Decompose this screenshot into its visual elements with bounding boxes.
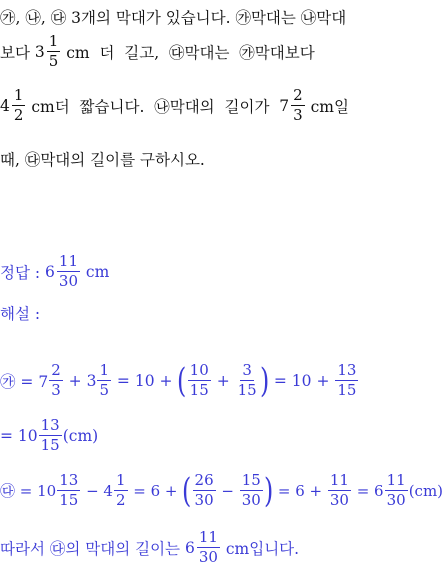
mixed-whole: 4 bbox=[0, 96, 10, 115]
denominator: 2 bbox=[115, 491, 126, 509]
numerator: 13 bbox=[337, 361, 357, 379]
mixed-whole: 6 bbox=[184, 538, 195, 557]
answer-unit: cm bbox=[81, 262, 110, 281]
denominator: 15 bbox=[40, 436, 60, 454]
fraction bbox=[188, 363, 211, 398]
problem-line-1 bbox=[0, 6, 346, 28]
equation-text: (cm) bbox=[62, 426, 99, 445]
numerator: 2 bbox=[51, 361, 61, 379]
fraction bbox=[12, 88, 26, 123]
problem-text: cm더 짧습니다. ㉯막대의 길이가 bbox=[26, 97, 280, 116]
problem-text: cm일 bbox=[305, 97, 349, 116]
numerator: 13 bbox=[40, 416, 60, 434]
fraction bbox=[385, 473, 408, 508]
numerator: 26 bbox=[194, 471, 214, 489]
fraction bbox=[197, 530, 220, 565]
problem-text: ㉮, ㉯, ㉰ 3개의 막대가 있습니다. ㉮막대는 ㉯막대 bbox=[0, 9, 347, 27]
explanation-text: 해설 : bbox=[0, 305, 41, 323]
equation-text: = 10 + bbox=[268, 371, 335, 390]
denominator: 5 bbox=[48, 52, 59, 70]
fraction bbox=[114, 473, 128, 508]
problem-text: 때, ㉰막대의 길이를 구하시오. bbox=[0, 151, 205, 169]
solution-line-3 bbox=[0, 470, 443, 511]
problem-line-2 bbox=[0, 34, 315, 69]
fraction bbox=[57, 473, 80, 508]
right-paren: ) bbox=[263, 470, 274, 511]
denominator: 30 bbox=[386, 491, 406, 509]
fraction bbox=[57, 254, 80, 289]
equation-text: + bbox=[211, 371, 235, 390]
problem-line-4 bbox=[0, 148, 205, 170]
denominator: 30 bbox=[194, 491, 214, 509]
denominator: 5 bbox=[99, 381, 109, 399]
right-paren: ) bbox=[259, 360, 269, 401]
numerator: 15 bbox=[241, 471, 261, 489]
problem-text: cm 더 길고, ㉰막대는 ㉮막대보다 bbox=[61, 43, 315, 62]
denominator: 30 bbox=[58, 272, 78, 290]
equation-text: = 6 bbox=[351, 481, 384, 500]
numerator: 1 bbox=[13, 86, 24, 104]
fraction bbox=[47, 34, 61, 69]
denominator: 15 bbox=[337, 381, 357, 399]
mixed-whole: 7 bbox=[279, 96, 290, 115]
problem-line-3 bbox=[0, 88, 349, 123]
fraction bbox=[49, 363, 63, 398]
numerator: 1 bbox=[115, 471, 126, 489]
fraction bbox=[97, 363, 111, 398]
fraction bbox=[291, 88, 305, 123]
mixed-whole: 6 bbox=[45, 262, 55, 281]
denominator: 15 bbox=[189, 381, 209, 399]
solution-line-1 bbox=[0, 360, 359, 401]
fraction bbox=[240, 473, 263, 508]
denominator: 30 bbox=[241, 491, 261, 509]
numerator: 10 bbox=[189, 361, 209, 379]
fraction bbox=[335, 363, 358, 398]
denominator: 15 bbox=[237, 381, 257, 399]
equation-text: − 4 bbox=[81, 481, 113, 500]
fraction bbox=[328, 473, 351, 508]
equation-text: (cm) bbox=[408, 481, 443, 500]
equation-text: + 3 bbox=[63, 371, 97, 390]
equation-text: = 6 + bbox=[273, 481, 327, 500]
numerator: 11 bbox=[386, 471, 406, 489]
numerator: 1 bbox=[48, 32, 59, 50]
equation-text: = 6 + bbox=[128, 481, 183, 500]
equation-text: − bbox=[216, 481, 239, 500]
numerator: 3 bbox=[242, 361, 252, 379]
answer-line bbox=[0, 254, 109, 289]
numerator: 2 bbox=[293, 86, 303, 104]
equation-text: ㉮ = 7 bbox=[0, 372, 49, 391]
conclusion-line bbox=[0, 530, 299, 565]
explanation-label bbox=[0, 302, 40, 324]
equation-text: ㉰ = 10 bbox=[0, 482, 57, 500]
denominator: 2 bbox=[13, 106, 24, 124]
answer-label: 정답 : bbox=[0, 263, 46, 282]
left-paren: ( bbox=[177, 360, 187, 401]
denominator: 30 bbox=[329, 491, 349, 509]
numerator: 1 bbox=[99, 361, 109, 379]
mixed-whole: 3 bbox=[34, 42, 45, 61]
denominator: 3 bbox=[51, 381, 61, 399]
conclusion-text: cm입니다. bbox=[220, 539, 300, 558]
denominator: 3 bbox=[293, 106, 303, 124]
numerator: 11 bbox=[198, 528, 218, 546]
fraction bbox=[193, 473, 216, 508]
fraction bbox=[39, 418, 62, 453]
conclusion-text: 따라서 ㉰의 막대의 길이는 bbox=[0, 539, 185, 558]
equation-text: = 10 bbox=[0, 426, 38, 445]
numerator: 11 bbox=[329, 471, 349, 489]
equation-text: = 10 + bbox=[112, 371, 178, 390]
denominator: 15 bbox=[59, 491, 79, 509]
solution-line-2 bbox=[0, 418, 98, 453]
denominator: 30 bbox=[198, 548, 218, 566]
numerator: 11 bbox=[58, 252, 78, 270]
numerator: 13 bbox=[59, 471, 79, 489]
problem-text: 보다 bbox=[0, 43, 35, 62]
fraction bbox=[236, 363, 259, 398]
left-paren: ( bbox=[182, 470, 192, 511]
